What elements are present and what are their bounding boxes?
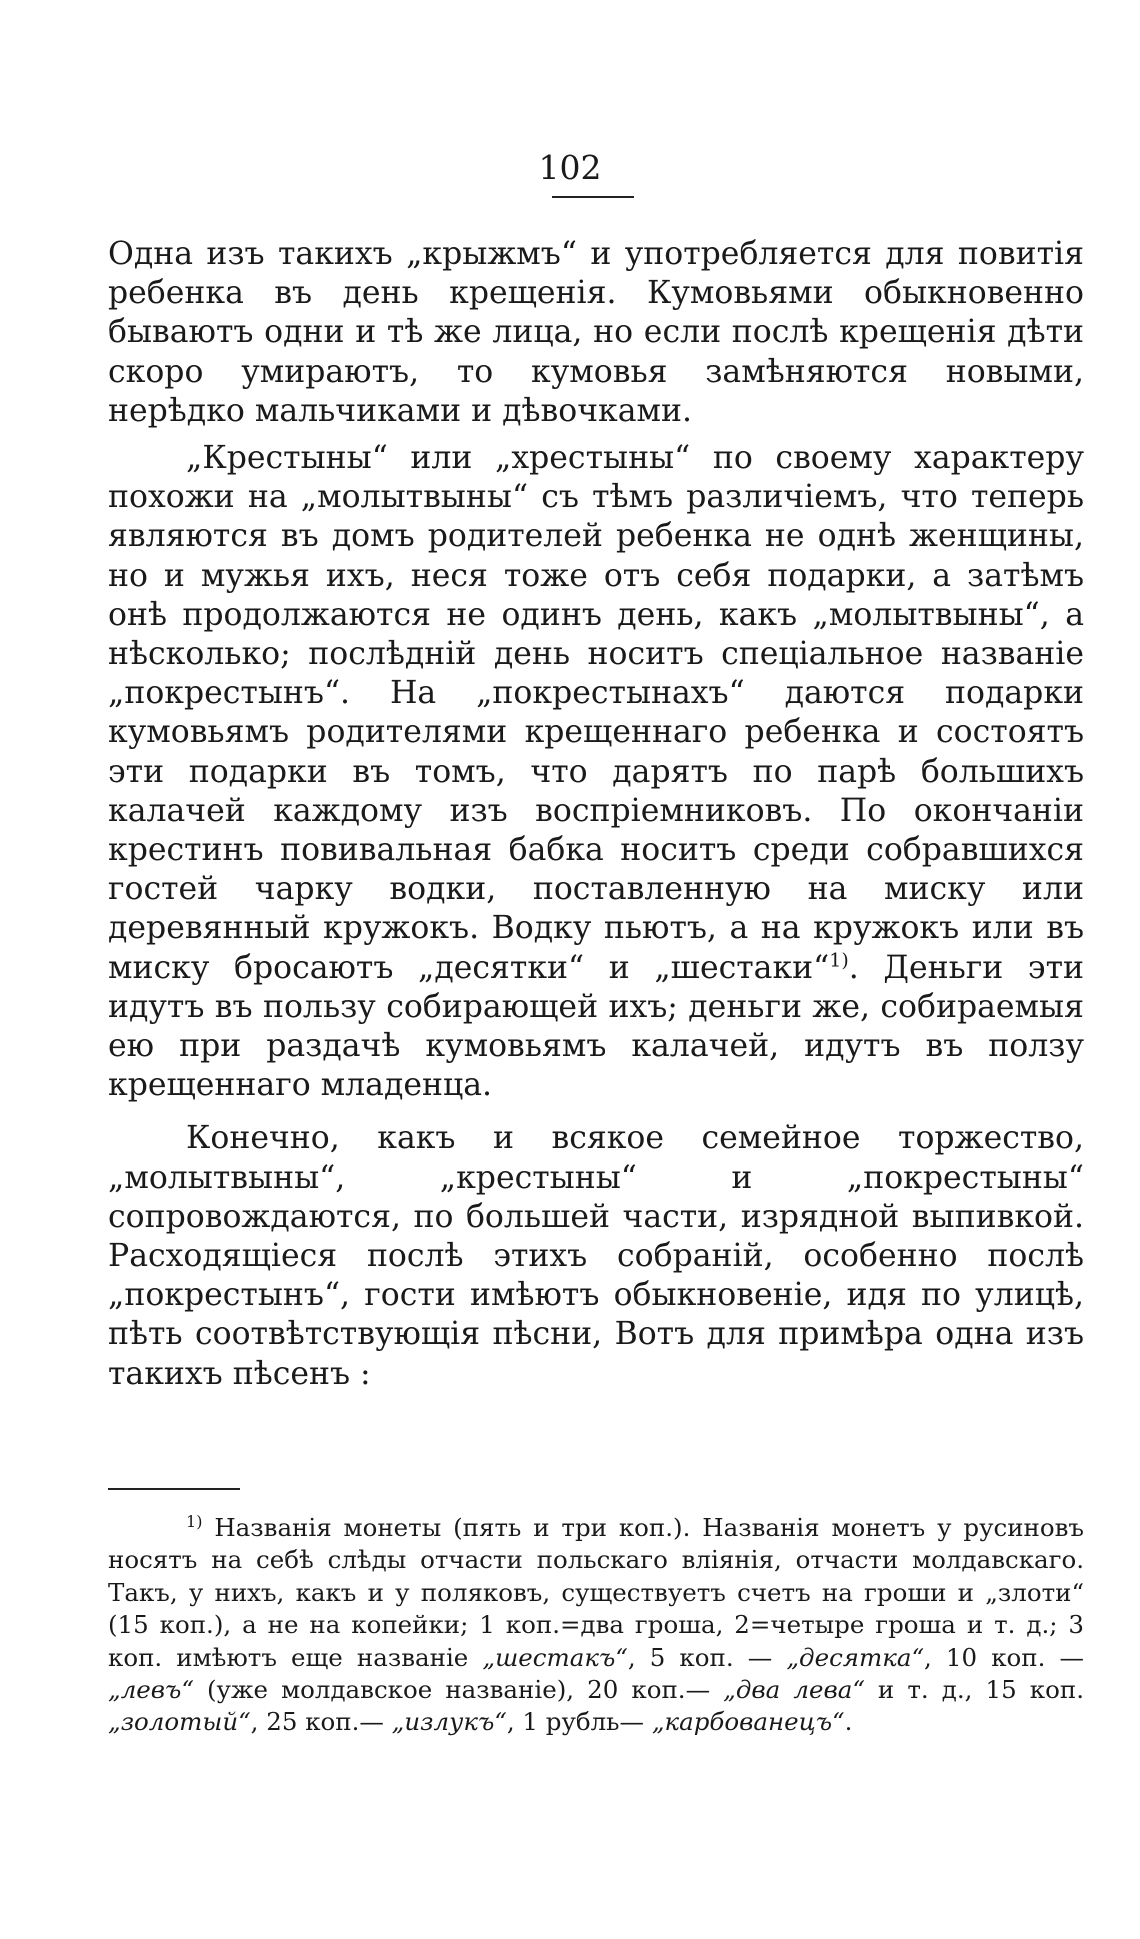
footnote-text-5: и т. д., 15 коп. (864, 1675, 1084, 1705)
footnote-term-zolotyi: „золотый“ (108, 1707, 251, 1737)
footnote-term-karbovanets: „карбованецъ“ (651, 1707, 845, 1737)
footnote-separator (108, 1488, 240, 1490)
footnote (108, 1512, 1084, 1739)
footnote-term-dva-leva: „два лева“ (723, 1675, 865, 1705)
footnote-term-shestak: „шестакъ“ (482, 1642, 628, 1672)
footnote-text-3: , 10 коп. — (924, 1642, 1084, 1672)
footnote-text-6: , 25 коп.— (250, 1707, 392, 1737)
footnote-text-1: Названія монеты (пять и три коп.). Названія монетъ у русиновъ носятъ на себѣ слѣды отчасти польскаго вліянія, отчасти молдавскаго. Такъ, у нихъ, какъ и у поляковъ, существуетъ счетъ на гроши и „злоти“ (15 коп.), а не на копейки; 1 коп.=два гроша, 2=четыре гроша и т. д.; 3 коп. имѣютъ еще названіе (108, 1513, 1084, 1672)
footnote-term-lev: „левъ“ (108, 1675, 194, 1705)
paragraph-2-main: „Крестыны“ или „хрестыны“ по своему характеру похожи на „молытвыны“ съ тѣмъ различіемъ, что теперь являются въ домъ родителей ребенка не однѣ женщины, но и мужья ихъ, неся тоже отъ себя подарки, а затѣмъ онѣ продолжаются не одинъ день, какъ „молытвыны“, а нѣсколько; послѣдній день носитъ спеціальное названіе „покрестынъ“. На „покрестынахъ“ даются подарки кумовьямъ родителями крещеннаго ребенка и состоятъ эти подарки въ томъ, что дарятъ по парѣ большихъ калачей каждому изъ воспріемниковъ. По окончаніи крестинъ повивальная бабка носитъ среди собравшихся гостей чарку водки, поставленную на миску или деревянный кружокъ. Водку пьютъ, а на кружокъ или въ миску бросаютъ „десятки“ и „шестаки“ (108, 440, 1084, 986)
paragraph-3: Конечно, какъ и всякое семейное торжество, „молытвыны“, „крестыны“ и „покрестыны“ сопровождаются, по большей части, изрядной выпивкой. Расходящіеся послѣ этихъ собраній, особенно послѣ „покрестынъ“, гости имѣютъ обыкновеніе, идя по улицѣ, пѣть соотвѣтствующія пѣсни, Вотъ для примѣра одна изъ такихъ пѣсенъ : (108, 1120, 1084, 1392)
footnote-term-desyatka: „десятка“ (786, 1642, 925, 1672)
footnote-mark: 1) (186, 1511, 203, 1531)
footnote-term-izluk: „излукъ“ (391, 1707, 507, 1737)
paragraph-2-tail: . Деньги эти идутъ въ пользу собирающей ихъ; деньги же, собираемыя ею при раздачѣ кумовьямъ калачей, идутъ въ ползу крещеннаго младенца. (108, 949, 1084, 1104)
page-number: 102 (538, 148, 602, 187)
page-number-underline (552, 196, 634, 198)
paragraph-1: Одна изъ такихъ „крыжмъ“ и употребляется для повитія ребенка въ день крещенія. Кумовьями обыкновенно бываютъ одни и тѣ же лица, но если послѣ крещенія дѣти скоро умираютъ, то кумовья замѣняются новыми, нерѣдко мальчиками и дѣвочками. (108, 236, 1084, 429)
body-text (108, 235, 1084, 1394)
footnote-text-2: , 5 коп. — (627, 1642, 787, 1672)
footnote-text-4: (уже молдавское названіе), 20 коп.— (193, 1675, 724, 1705)
paragraph-2 (108, 439, 1084, 1105)
footnote-text-7: , 1 рубль— (506, 1707, 652, 1737)
footnote-reference[interactable]: 1) (829, 949, 849, 972)
footnote-text-8: . (844, 1707, 853, 1737)
